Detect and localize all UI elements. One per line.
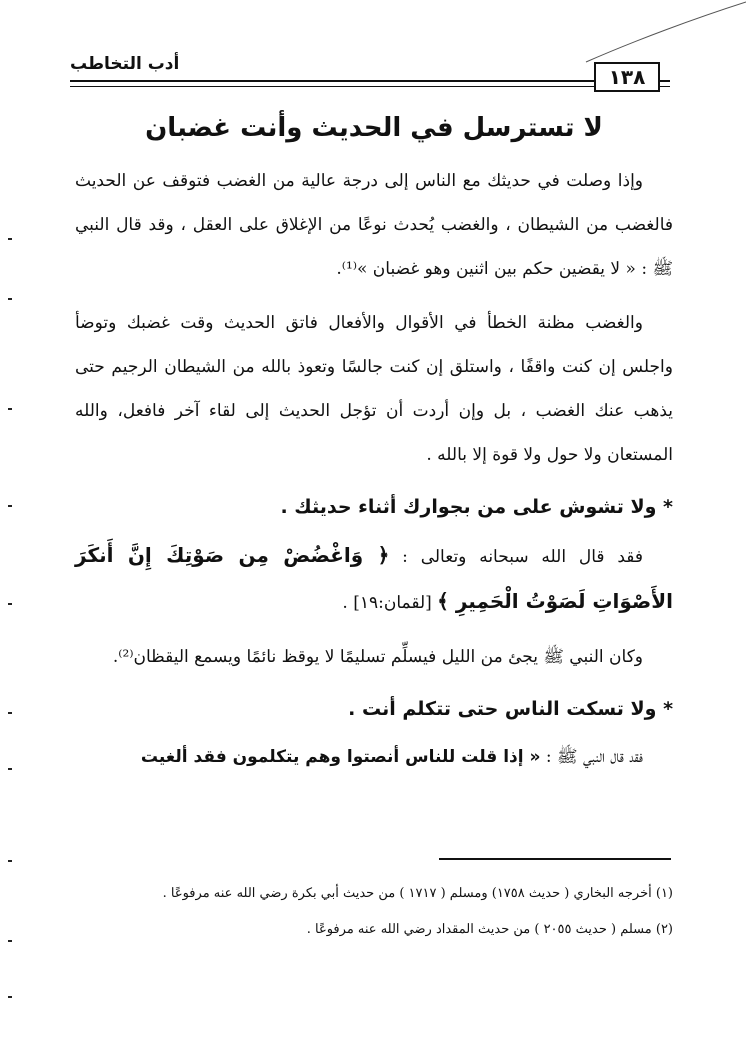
footnotes — [75, 880, 673, 952]
paragraph-1: وإذا وصلت في حديثك مع الناس إلى درجة عالية من الغضب فتوقف عن الحديث فالغضب من الشيطان ، والغضب يُحدث نوعًا من الإغلاق على العقل ، وقد قال النبي ﷺ : « لا يقضين حكم بين اثنين وهو غضبان »⁽¹⁾. — [75, 171, 673, 279]
paragraph-3-intro: فقد قال الله سبحانه وتعالى : — [402, 547, 644, 567]
header-rule — [70, 80, 670, 82]
hadith-quote: « إذا قلت للناس أنصتوا وهم يتكلمون فقد ألغيت — [140, 747, 541, 767]
section-title: لا تسترسل في الحديث وأنت غضبان — [145, 113, 603, 143]
scan-mark — [8, 298, 12, 300]
scan-mark — [8, 940, 12, 942]
quran-reference: [لقمان:١٩] . — [342, 593, 432, 613]
paragraph-5 — [75, 735, 673, 779]
paragraph-3 — [75, 533, 673, 625]
scan-mark — [8, 408, 12, 410]
scan-mark — [8, 768, 12, 770]
header-rule-thin — [70, 86, 670, 87]
scan-mark — [8, 505, 12, 507]
scan-mark — [8, 238, 12, 240]
paragraph-2: والغضب مظنة الخطأ في الأقوال والأفعال فاتق الحديث وقت غضبك وتوضأ واجلس إن كنت واقفًا ، واستلق إن كنت جالسًا وتعوذ بالله من الشيطان الرجيم حتى يذهب عنك الغضب ، بل وإن أردت أن تؤجل الحديث إلى لقاء آخر فافعل، والله المستعان ولا حول ولا قوة إلا بالله . — [75, 313, 673, 465]
page-number: ١٣٨ — [594, 62, 660, 92]
book-title: أدب التخاطب — [70, 54, 180, 74]
scan-mark — [8, 996, 12, 998]
main-text — [75, 105, 673, 789]
page-header — [70, 50, 670, 95]
scan-mark — [8, 860, 12, 862]
footnote-separator — [439, 858, 671, 860]
paragraph-5-intro: فقد قال النبي ﷺ : — [545, 747, 643, 767]
footnote-2: (٢) مسلم ( حديث ٢٠٥٥ ) من حديث المقداد رضي الله عنه مرفوعًا . — [306, 922, 673, 937]
paragraph-4: وكان النبي ﷺ يجئ من الليل فيسلِّم تسليمًا لا يوقظ نائمًا ويسمع اليقظان⁽²⁾. — [112, 647, 643, 667]
subheading-no-disturb: * ولا تشوش على من بجوارك أثناء حديثك . — [280, 496, 673, 518]
scan-mark — [8, 712, 12, 714]
scan-mark — [8, 603, 12, 605]
subheading-no-silencing: * ولا تسكت الناس حتى تتكلم أنت . — [348, 698, 673, 720]
quran-verse: ﴿ وَاغْضُضْ مِن صَوْتِكَ إِنَّ أَنكَرَ الأَصْوَاتِ لَصَوْتُ الْحَمِيرِ ﴾ — [75, 543, 673, 613]
footnote-1: (١) أخرجه البخاري ( حديث ١٧٥٨) ومسلم ( ١٧١٧ ) من حديث أبي بكرة رضي الله عنه مرفوعًا . — [162, 886, 673, 901]
